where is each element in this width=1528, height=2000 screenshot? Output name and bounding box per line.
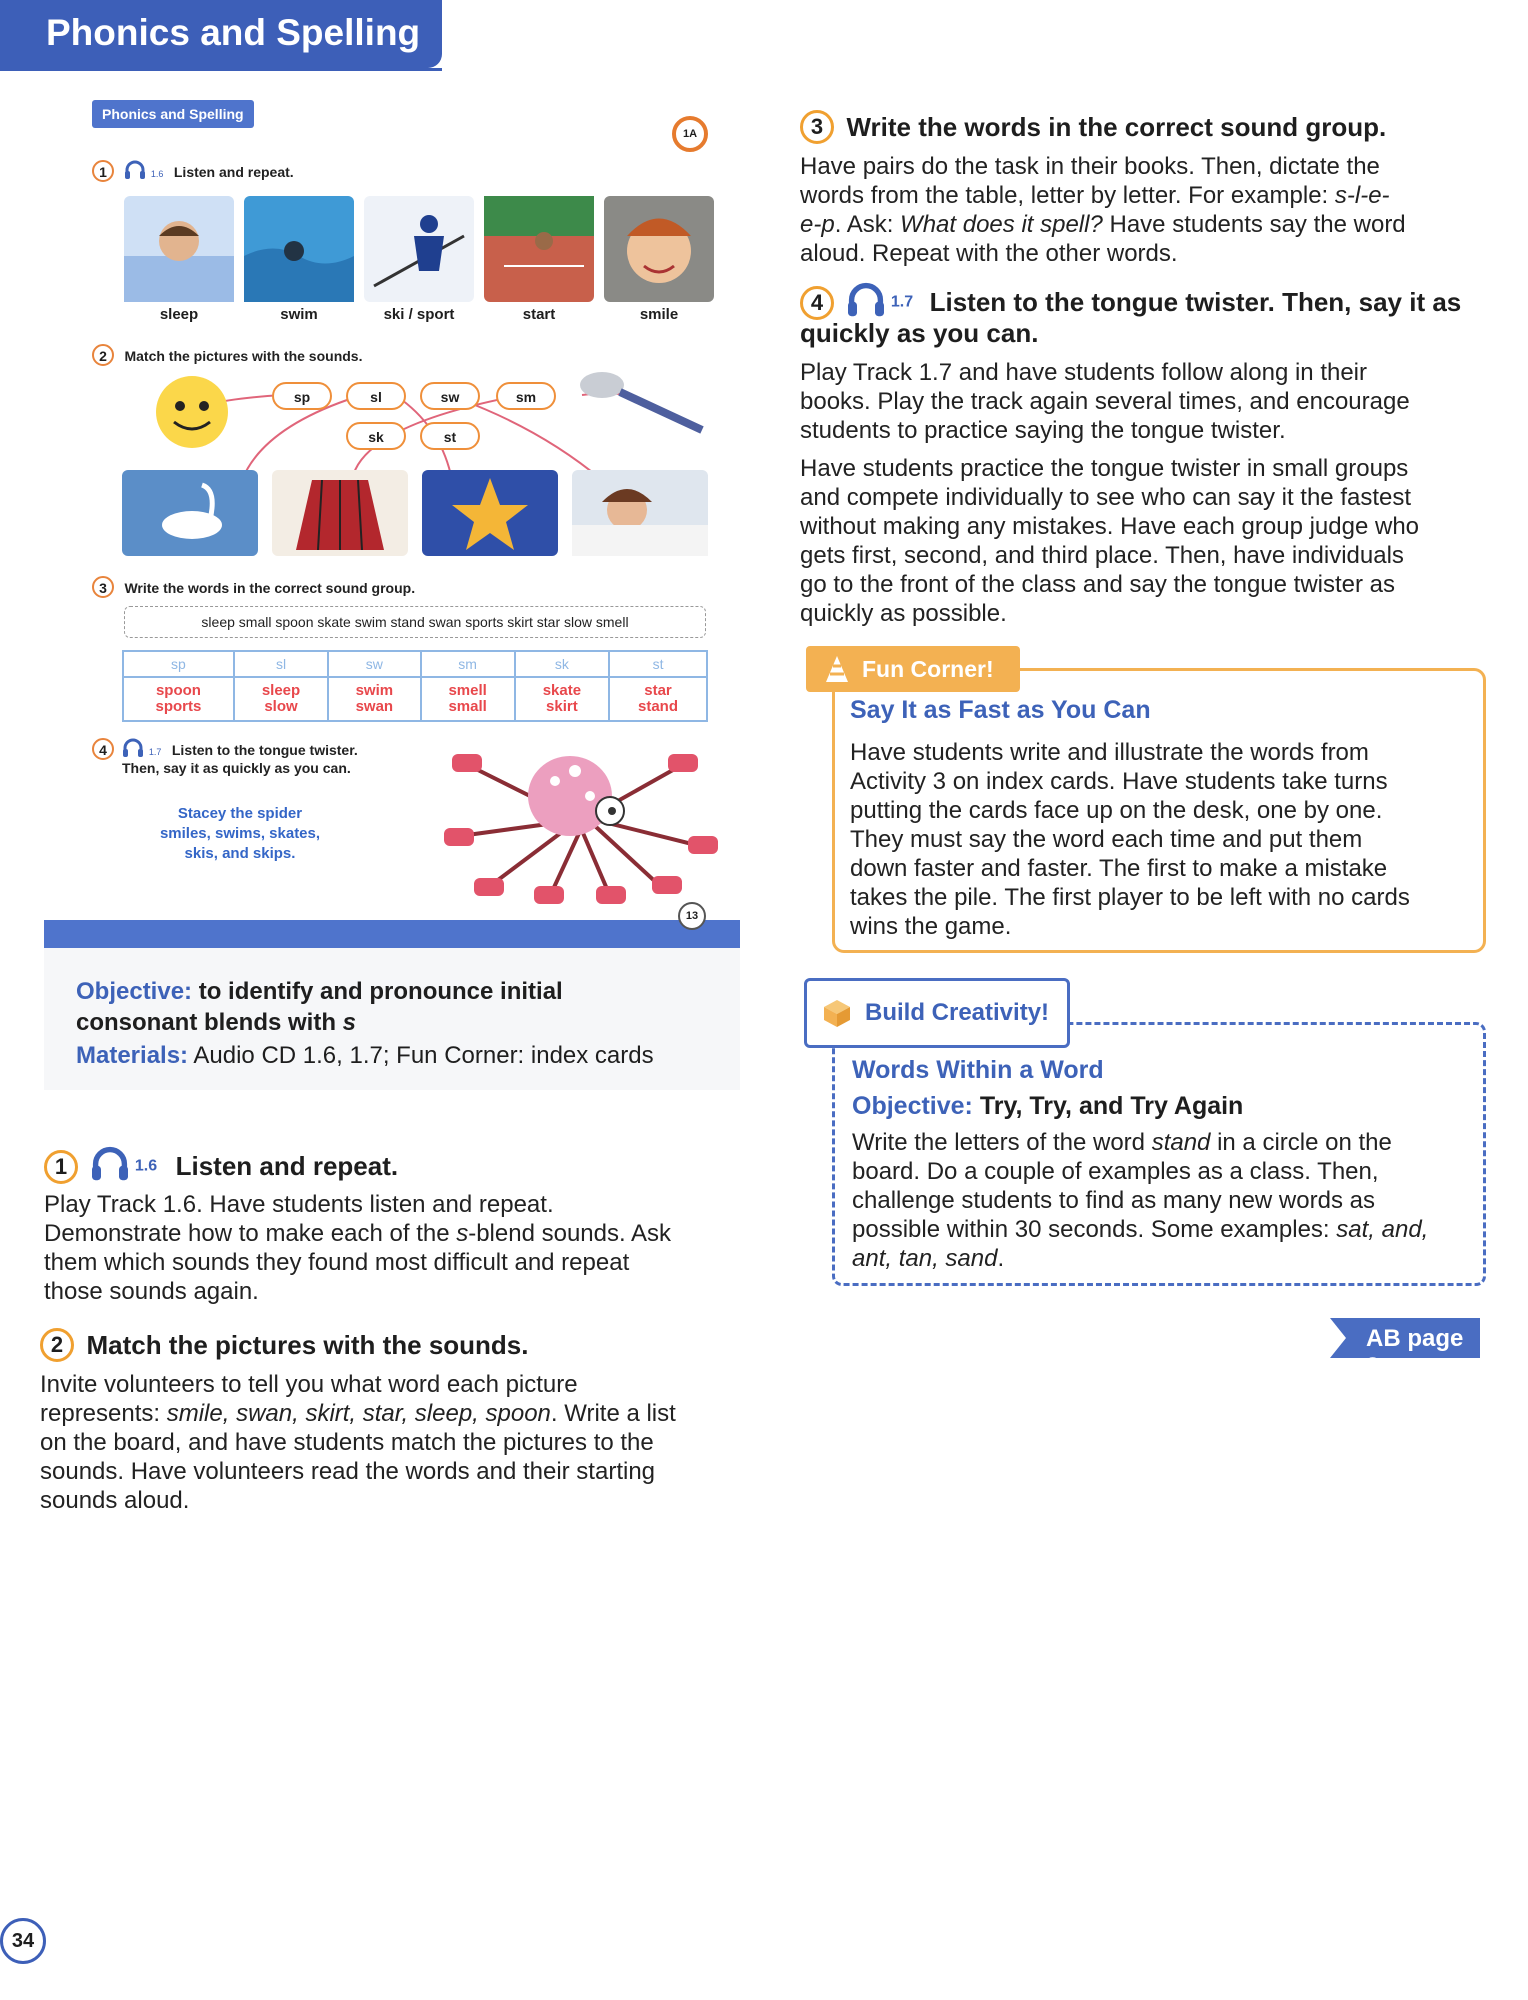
objective-line-1 xyxy=(76,976,563,1007)
activity-1-heading xyxy=(92,160,294,185)
activity-4-track: 1.7 xyxy=(148,747,162,757)
s2-line: Invite volunteers to tell you what word each picture xyxy=(40,1371,578,1398)
student-page-footer-bar xyxy=(44,920,740,948)
bc-objective-label: Objective: xyxy=(852,1092,973,1120)
section-4-track: 1.7 xyxy=(890,293,914,311)
section-4-body-1 xyxy=(800,358,1500,445)
s3-line: e-p. Ask: What does it spell? Have students say the word xyxy=(800,211,1406,238)
photo-label-ski: ski / sport xyxy=(383,306,455,323)
s1-line: Demonstrate how to make each of the s-blend sounds. Ask xyxy=(44,1220,672,1247)
headphones-icon xyxy=(124,160,146,185)
s4-line: without making any mistakes. Have each group judge who xyxy=(800,513,1420,540)
s2-line: on the board, and have students match the pictures to the xyxy=(40,1429,654,1456)
section-4-title-1: Listen to the tongue twister. Then, say it as xyxy=(929,287,1462,317)
word-list-box: sleep small spoon skate swim stand swan sports skirt star slow smell xyxy=(124,606,706,638)
cell-word-1: smell xyxy=(448,682,487,699)
table-cell xyxy=(421,677,515,721)
start-photo xyxy=(484,196,594,302)
photo-label-smile: smile xyxy=(639,306,679,323)
photo-label-sleep: sleep xyxy=(159,306,199,323)
section-title: Phonics and Spelling xyxy=(46,12,421,53)
fc-line: They must say the word each time and put them xyxy=(850,826,1363,853)
objective-text-em: s xyxy=(342,1009,357,1036)
photo-label-swim: swim xyxy=(280,306,318,323)
activity-1-number: 1 xyxy=(92,160,114,182)
party-hat-icon xyxy=(820,652,854,686)
objective-line-2 xyxy=(76,1007,356,1038)
activity-1-instruction: Listen and repeat. xyxy=(173,164,294,180)
section-2-title: Match the pictures with the sounds. xyxy=(86,1329,529,1360)
bc-line: ant, tan, sand. xyxy=(852,1245,1005,1272)
build-creativity-title: Words Within a Word xyxy=(852,1056,1104,1084)
section-3-title: Write the words in the correct sound group. xyxy=(846,111,1387,142)
tongue-twister xyxy=(130,804,350,864)
table-header: sl xyxy=(234,651,328,677)
bubble-sm: sm xyxy=(496,382,556,410)
activity-2-number: 2 xyxy=(92,344,114,366)
bubble-sw: sw xyxy=(420,382,480,410)
s2-line: sounds. Have volunteers read the words and their starting xyxy=(40,1458,656,1485)
s4-line: students to practice saying the tongue twister. xyxy=(800,417,1286,444)
table-header: sw xyxy=(328,651,420,677)
build-creativity-tab-label: Build Creativity! xyxy=(865,999,1050,1026)
bubble-sp: sp xyxy=(272,382,332,410)
ab-page-label: AB page 8 xyxy=(1366,1325,1464,1380)
bc-line: Write the letters of the word stand in a circle on the xyxy=(852,1129,1392,1156)
bc-line: board. Do a couple of examples as a class. Then, xyxy=(852,1158,1379,1185)
cell-word-2: swan xyxy=(355,698,394,715)
swim-photo xyxy=(244,196,354,302)
table-cell xyxy=(609,677,707,721)
activity-3-heading xyxy=(92,576,415,598)
fun-corner-title: Say It as Fast as You Can xyxy=(850,696,1151,724)
activity-1-photos xyxy=(124,196,714,306)
s1-line: those sounds again. xyxy=(44,1278,259,1305)
section-1-body xyxy=(44,1190,744,1306)
activity-3-number: 3 xyxy=(92,576,114,598)
page-number: 34 xyxy=(0,1918,46,1964)
build-creativity-body xyxy=(852,1128,1482,1273)
build-creativity-objective xyxy=(852,1092,1243,1121)
twister-line-3: skis, and skips. xyxy=(184,845,296,862)
section-4-title-2: quickly as you can. xyxy=(800,318,1039,348)
table-header: sk xyxy=(515,651,609,677)
section-2-heading xyxy=(40,1328,529,1362)
s1-line: them which sounds they found most difficult and repeat xyxy=(44,1249,630,1276)
spoon-icon xyxy=(580,372,702,430)
cell-word-2: stand xyxy=(638,698,679,715)
cell-word-1: sleep xyxy=(261,682,301,699)
ski-photo xyxy=(364,196,474,302)
objective-text: to identify and pronounce initial xyxy=(198,978,563,1005)
headphones-icon xyxy=(90,1146,130,1187)
bubble-sl: sl xyxy=(346,382,406,410)
activity-3-instruction: Write the words in the correct sound group. xyxy=(124,580,416,596)
smiley-icon xyxy=(156,376,228,448)
materials-line xyxy=(76,1042,654,1070)
materials-text: Audio CD 1.6, 1.7; Fun Corner: index cards xyxy=(193,1042,654,1069)
section-4-number: 4 xyxy=(800,286,834,320)
s4-line: gets first, second, and third place. Then, have individuals xyxy=(800,542,1404,569)
cell-word-1: swim xyxy=(355,682,394,699)
fc-line: Activity 3 on index cards. Have students take turns xyxy=(850,768,1388,795)
fc-line: wins the game. xyxy=(850,913,1012,940)
section-1-heading xyxy=(44,1146,398,1187)
table-cell xyxy=(234,677,328,721)
cell-word-2: small xyxy=(448,698,487,715)
s3-line: words from the table, letter by letter. For example: s-l-e- xyxy=(800,182,1390,209)
fc-line: putting the cards face up on the desk, one by one. xyxy=(850,797,1383,824)
table-cell xyxy=(123,677,234,721)
s3-line: aloud. Repeat with the other words. xyxy=(800,240,1178,267)
table-cell xyxy=(515,677,609,721)
fun-corner-tab-label: Fun Corner! xyxy=(862,656,994,682)
bc-line: challenge students to find as many new words as xyxy=(852,1187,1375,1214)
fc-line: takes the pile. The first player to be left with no cards xyxy=(850,884,1410,911)
cell-word-1: spoon xyxy=(155,682,201,699)
skirt-photo xyxy=(272,470,408,556)
fc-line: down faster and faster. The first to make a mistake xyxy=(850,855,1388,882)
cell-word-2: skirt xyxy=(546,698,578,715)
sound-group-table xyxy=(122,650,708,722)
header-underline xyxy=(0,68,442,71)
section-1-number: 1 xyxy=(44,1150,78,1184)
s4-line: Play Track 1.7 and have students follow along in their xyxy=(800,359,1367,386)
spider-illustration xyxy=(430,726,720,906)
s4-line: and compete individually to see who can say it the fastest xyxy=(800,484,1412,511)
fun-corner-tab xyxy=(806,646,1020,692)
activity-4-instruction-1: Listen to the tongue twister. xyxy=(171,742,358,758)
section-3-body xyxy=(800,152,1500,268)
section-2-body xyxy=(40,1370,750,1515)
s4-line: Have students practice the tongue twister in small groups xyxy=(800,455,1409,482)
activity-1-track: 1.6 xyxy=(150,169,164,179)
cube-icon xyxy=(821,997,853,1029)
s1-line: Play Track 1.6. Have students listen and repeat. xyxy=(44,1191,554,1218)
s4-line: books. Play the track again several times, and encourage xyxy=(800,388,1410,415)
headphones-icon xyxy=(846,282,886,323)
s4-line: quickly as possible. xyxy=(800,600,1007,627)
photo-label-start: start xyxy=(522,306,556,323)
section-4-heading xyxy=(800,282,1461,323)
student-page-number: 13 xyxy=(678,902,706,930)
cell-word-2: sports xyxy=(155,698,202,715)
section-2-number: 2 xyxy=(40,1328,74,1362)
section-3-number: 3 xyxy=(800,110,834,144)
bubble-st: st xyxy=(420,422,480,450)
table-header: st xyxy=(609,651,707,677)
activity-2-photos xyxy=(122,470,712,556)
bubble-sk: sk xyxy=(346,422,406,450)
activity-2-instruction: Match the pictures with the sounds. xyxy=(124,348,363,364)
cell-word-1: star xyxy=(644,682,672,699)
section-1-track: 1.6 xyxy=(134,1157,158,1175)
materials-label: Materials: xyxy=(76,1042,189,1069)
star-photo xyxy=(422,470,558,556)
cell-word-1: skate xyxy=(542,682,582,699)
bc-objective-text: Try, Try, and Try Again xyxy=(979,1092,1244,1120)
objective-label: Objective: xyxy=(76,978,193,1005)
table-header: sm xyxy=(421,651,515,677)
s2-line: sounds aloud. xyxy=(40,1487,190,1514)
smile-photo xyxy=(604,196,714,302)
bc-line: possible within 30 seconds. Some examples: sat, and, xyxy=(852,1216,1429,1243)
twister-line-2: smiles, swims, skates, xyxy=(159,825,321,842)
swan-photo xyxy=(122,470,258,556)
cell-word-2: slow xyxy=(264,698,298,715)
build-creativity-tab xyxy=(804,978,1070,1048)
objective-text-2: consonant blends with xyxy=(76,1009,343,1036)
twister-line-1: Stacey the spider xyxy=(177,805,303,822)
section-header-tab xyxy=(0,0,442,68)
activity-4-number: 4 xyxy=(92,738,114,760)
s3-line: Have pairs do the task in their books. Then, dictate the xyxy=(800,153,1380,180)
student-page-chip: Phonics and Spelling xyxy=(92,100,254,128)
s2-line: represents: smile, swan, skirt, star, sleep, spoon. Write a list xyxy=(40,1400,676,1427)
table-cell xyxy=(328,677,420,721)
unit-badge: 1A xyxy=(672,116,708,152)
fun-corner-body xyxy=(850,738,1480,941)
fc-line: Have students write and illustrate the words from xyxy=(850,739,1369,766)
sleep-photo xyxy=(124,196,234,302)
activity-2-heading xyxy=(92,344,362,366)
activity-4-instruction-2: Then, say it as quickly as you can. xyxy=(122,760,351,776)
ab-page-ribbon xyxy=(1330,1318,1480,1380)
sleeping-child-photo xyxy=(572,470,708,556)
s4-line: go to the front of the class and say the tongue twister as xyxy=(800,571,1396,598)
section-4-body-2 xyxy=(800,454,1500,628)
table-header: sp xyxy=(123,651,234,677)
section-3-heading xyxy=(800,110,1386,144)
ribbon-notch xyxy=(1330,1318,1346,1358)
section-1-title: Listen and repeat. xyxy=(175,1151,399,1181)
